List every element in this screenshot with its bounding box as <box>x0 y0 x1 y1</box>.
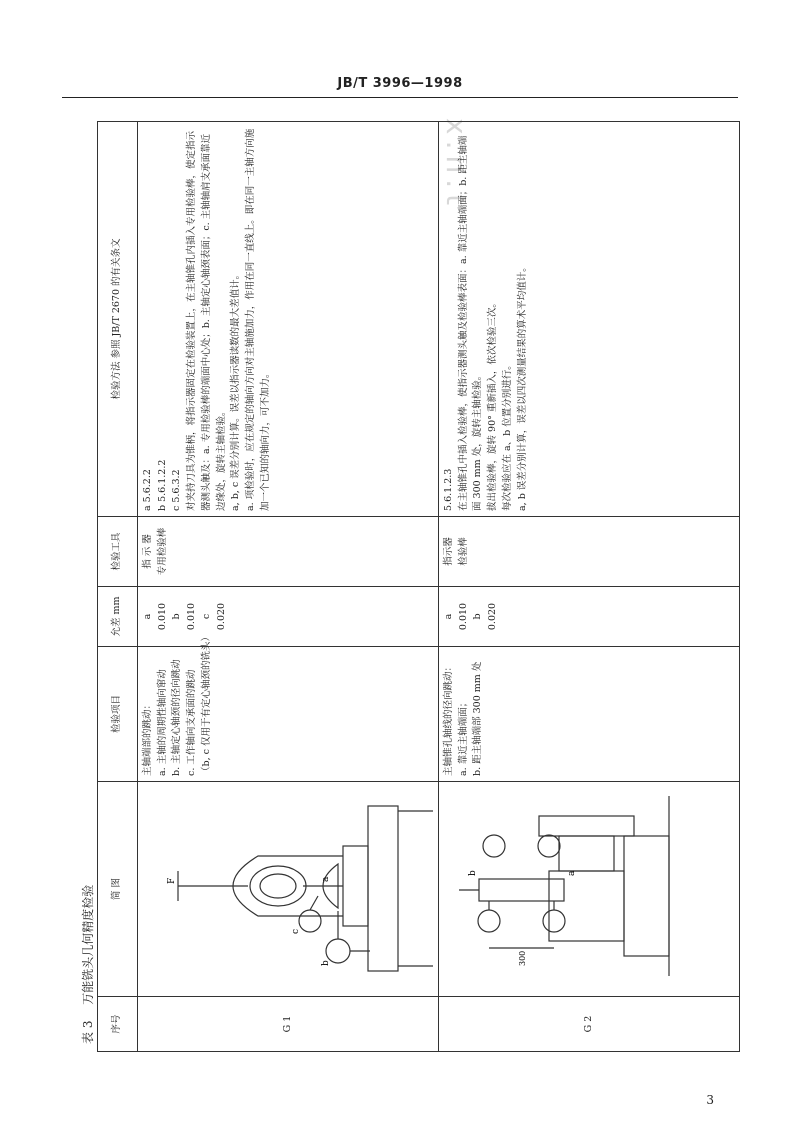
tolerance-key: b <box>472 613 484 620</box>
method-ref: b 5.6.1.2.2 <box>156 459 168 511</box>
tolerance-value: 0.020 <box>487 602 499 631</box>
header-method: 检验方法 参照 JB/T 2670 的有关条文 <box>98 122 138 517</box>
tool-cell <box>439 517 740 587</box>
figure-g1 <box>138 782 439 997</box>
method-text: 对夹持刀具为锥柄，将指示器固定在检验装置上，在主轴锥孔内插入专用检验棒，使定指示器测头触及：a. 专用检验棒的端面中心处；b. 主轴定心轴颈表面；c. 主轴轴肩支承面靠近边缘处，旋转主轴检验。 <box>186 130 227 511</box>
figure-label-b: b <box>468 870 478 876</box>
item-line: 主轴端部的跳动： <box>142 699 153 776</box>
figure-dimension: 300 <box>518 950 527 966</box>
page-number: 3 <box>706 1093 714 1107</box>
tolerance-value: 0.020 <box>215 602 227 631</box>
method-cell <box>138 122 439 517</box>
header-no: 序号 <box>98 997 138 1052</box>
method-ref: 5.6.1.2.3 <box>443 468 454 511</box>
table-row <box>439 122 740 1052</box>
row-number: G 2 <box>439 997 740 1052</box>
figure-g2 <box>439 782 740 997</box>
header-rule <box>62 97 738 98</box>
tool-cell <box>138 517 439 587</box>
header-figure: 简 图 <box>98 782 138 997</box>
header-item: 检验项目 <box>98 647 138 782</box>
item-line: 主轴锥孔轴线的径向跳动： <box>443 661 454 776</box>
header-tolerance: 允差 mm <box>98 587 138 647</box>
method-text: a, b, c 误差分别计算。误差以指示器读数的最大差值计。 <box>230 269 242 511</box>
tool-name: 专用检验棒 <box>156 527 168 576</box>
tolerance-value: 0.010 <box>156 602 168 631</box>
spindle-taper-diagram <box>439 781 739 996</box>
figure-label-a: a <box>567 870 577 876</box>
tool-name: 指 示 器 <box>142 534 153 569</box>
milling-head-diagram <box>138 781 438 996</box>
tolerance-cell <box>439 587 740 647</box>
item-line: a. 主轴的周期性轴向窜动 <box>156 669 168 776</box>
inspection-table <box>97 121 740 1052</box>
tool-name: 检验棒 <box>457 537 469 566</box>
tolerance-key: a <box>443 613 454 620</box>
row-number: G 1 <box>138 997 439 1052</box>
method-text: a, b 误差分别计算，误差以四次测量结果的算术平均值计。 <box>516 262 528 511</box>
method-text: 拔出检验棒，旋转 90° 重新插入，依次检验三次。 <box>487 298 499 511</box>
method-text: 在主轴锥孔中插入检验棒，使指示器测头触及检验棒表面：a. 靠近主轴端面；b. 距主轴端面 300 mm 处，旋转主轴检验。 <box>457 135 484 511</box>
tolerance-value: 0.010 <box>186 602 198 631</box>
method-text: 每次检验应在 a、b 位置分别进行。 <box>501 360 513 511</box>
standard-number: JB/T 3996—1998 <box>337 76 463 91</box>
table-label: 表 3 <box>81 1020 95 1044</box>
tolerance-key: a <box>142 613 153 620</box>
header-tool: 检验工具 <box>98 517 138 587</box>
method-ref: a 5.6.2.2 <box>142 469 153 511</box>
method-cell <box>439 122 740 517</box>
watermark: x.n.t <box>440 118 473 212</box>
item-line: c. 工作轴向支承面的跳动 <box>186 669 198 776</box>
figure-label-a: a <box>321 876 331 882</box>
table-title: 万能铣头几何精度检验 <box>81 884 95 1005</box>
tolerance-cell <box>138 587 439 647</box>
item-line: （b, c 仅用于有定心轴颈的铣头） <box>200 632 212 776</box>
method-ref: c 5.6.3.2 <box>171 469 183 511</box>
tolerance-key: b <box>171 613 183 620</box>
table-row <box>138 122 439 1052</box>
figure-label-c: c <box>291 928 301 934</box>
table-caption <box>79 873 96 1044</box>
tolerance-key: c <box>200 613 212 620</box>
item-line: a. 靠近主轴端面； <box>457 697 469 776</box>
tolerance-value: 0.010 <box>457 602 469 631</box>
inspection-item <box>439 647 740 782</box>
item-line: b. 距主轴端部 300 mm 处 <box>472 661 484 776</box>
figure-label-F: F <box>167 877 177 884</box>
rotated-table-sheet <box>81 122 737 1052</box>
item-line: b. 主轴定心轴颈的径向跳动 <box>171 659 183 776</box>
inspection-item <box>138 632 439 782</box>
method-text: a. 项检验时，应在规定的轴向方向对主轴施加力，作用在同一直线上。即在同一主轴方向施加一个已知的轴向力，可不加力。 <box>245 128 271 511</box>
tool-name: 指示器 <box>443 537 454 566</box>
table-header-row <box>98 122 138 1052</box>
figure-label-b: b <box>321 960 331 966</box>
